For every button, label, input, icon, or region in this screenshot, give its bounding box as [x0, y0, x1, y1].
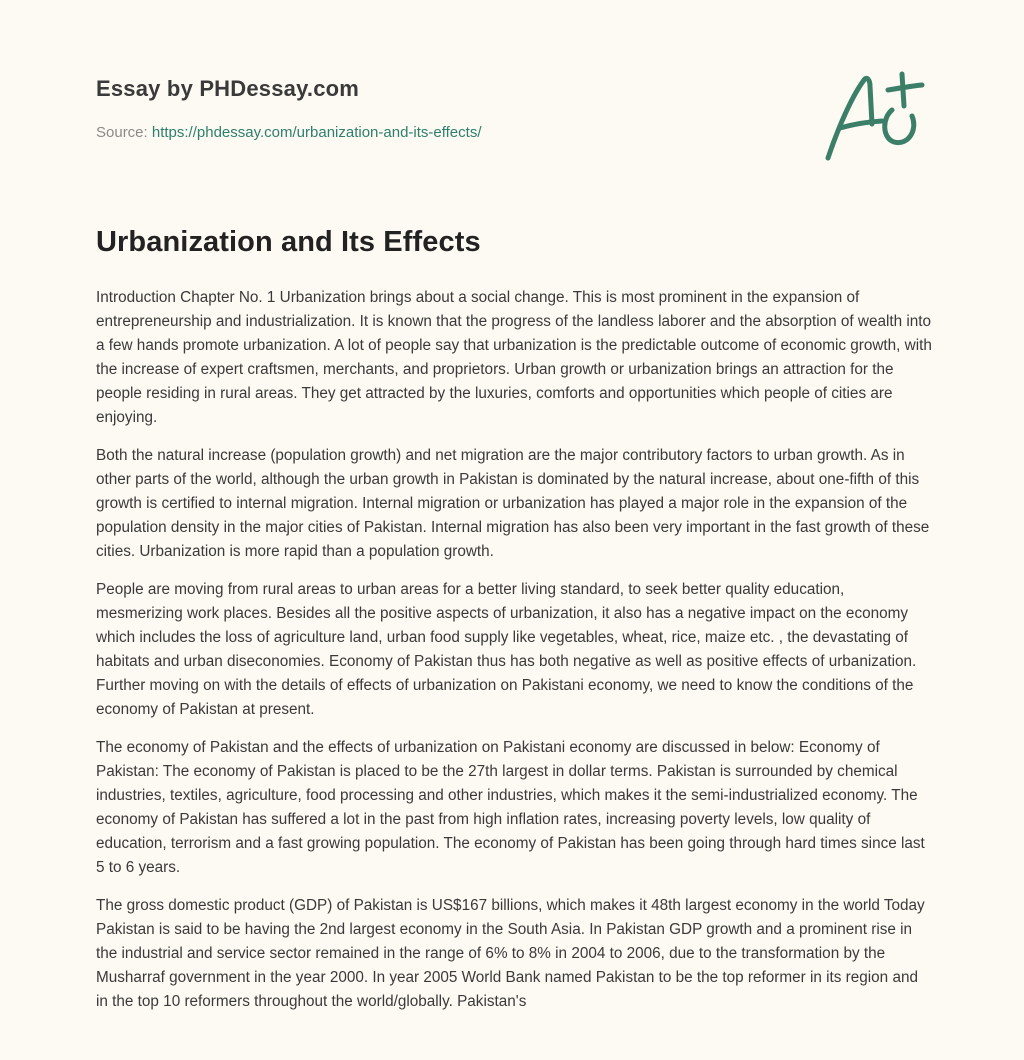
essay-body [96, 286, 932, 1028]
source-label: Source: [96, 124, 152, 141]
essay-paragraph: The economy of Pakistan and the effects of urbanization on Pakistani economy are discussed in below: Economy of Pakistan: The economy of Pakistan is placed to be the 27th largest in dollar terms. Pakistan is surrounded by chemical industries, textiles, agriculture, food processing and other industries, which makes it the semi-industrialized economy. The economy of Pakistan has suffered a lot in the past from high inflation rates, increasing poverty levels, low quality of education, terrorism and a fast growing population. The economy of Pakistan has been going through hard times since last 5 to 6 years. [96, 739, 925, 876]
essay-title: Urbanization and Its Effects [96, 226, 481, 258]
essay-paragraph: Both the natural increase (population growth) and net migration are the major contributory factors to urban growth. As in other parts of the world, although the urban growth in Pakistan is dominated by the natural increase, about one-fifth of this growth is certified to internal migration. Internal migration or urbanization has played a major role in the expansion of the population density in the major cities of Pakistan. Internal migration has also been very important in the fast growth of these cities. Urbanization is more rapid than a population growth. [96, 447, 930, 560]
source-line [96, 124, 482, 141]
site-title: Essay by PHDessay.com [96, 76, 360, 101]
essay-paragraph: The gross domestic product (GDP) of Pakistan is US$167 billions, which makes it 48th largest economy in the world Today Pakistan is said to be having the 2nd largest economy in the South Asia. In Pakistan GDP growth and a prominent rise in the industrial and service sector remained in the range of 6% to 8% in 2004 to 2006, due to the transformation by the Musharraf government in the year 2000. In year 2005 World Bank named Pakistan to be the top reformer in its region and in the top 10 reformers throughout the world/globally. Pakistan's [96, 897, 925, 1010]
source-link[interactable]: https://phdessay.com/urbanization-and-its-effects/ [151, 124, 482, 141]
a-plus-logo-icon [820, 66, 930, 166]
essay-paragraph: People are moving from rural areas to urban areas for a better living standard, to seek better quality education, mesmerizing work places. Besides all the positive aspects of urbanization, it also has a negative impact on the economy which includes the loss of agriculture land, urban food supply like vegetables, wheat, rice, maize etc. , the devastating of habitats and urban diseconomies. Economy of Pakistan thus has both negative as well as positive effects of urbanization. Further moving on with the details of effects of urbanization on Pakistani economy, we need to know the conditions of the economy of Pakistan at present. [96, 581, 917, 718]
essay-paragraph: Introduction Chapter No. 1 Urbanization brings about a social change. This is most prominent in the expansion of entrepreneurship and industrialization. It is known that the progress of the landless laborer and the absorption of wealth into a few hands promote urbanization. A lot of people say that urbanization is the predictable outcome of economic growth, with the increase of expert craftsmen, merchants, and proprietors. Urban growth or urbanization brings an attraction for the people residing in rural areas. They get attracted by the luxuries, comforts and opportunities which people of cities are enjoying. [96, 289, 932, 426]
